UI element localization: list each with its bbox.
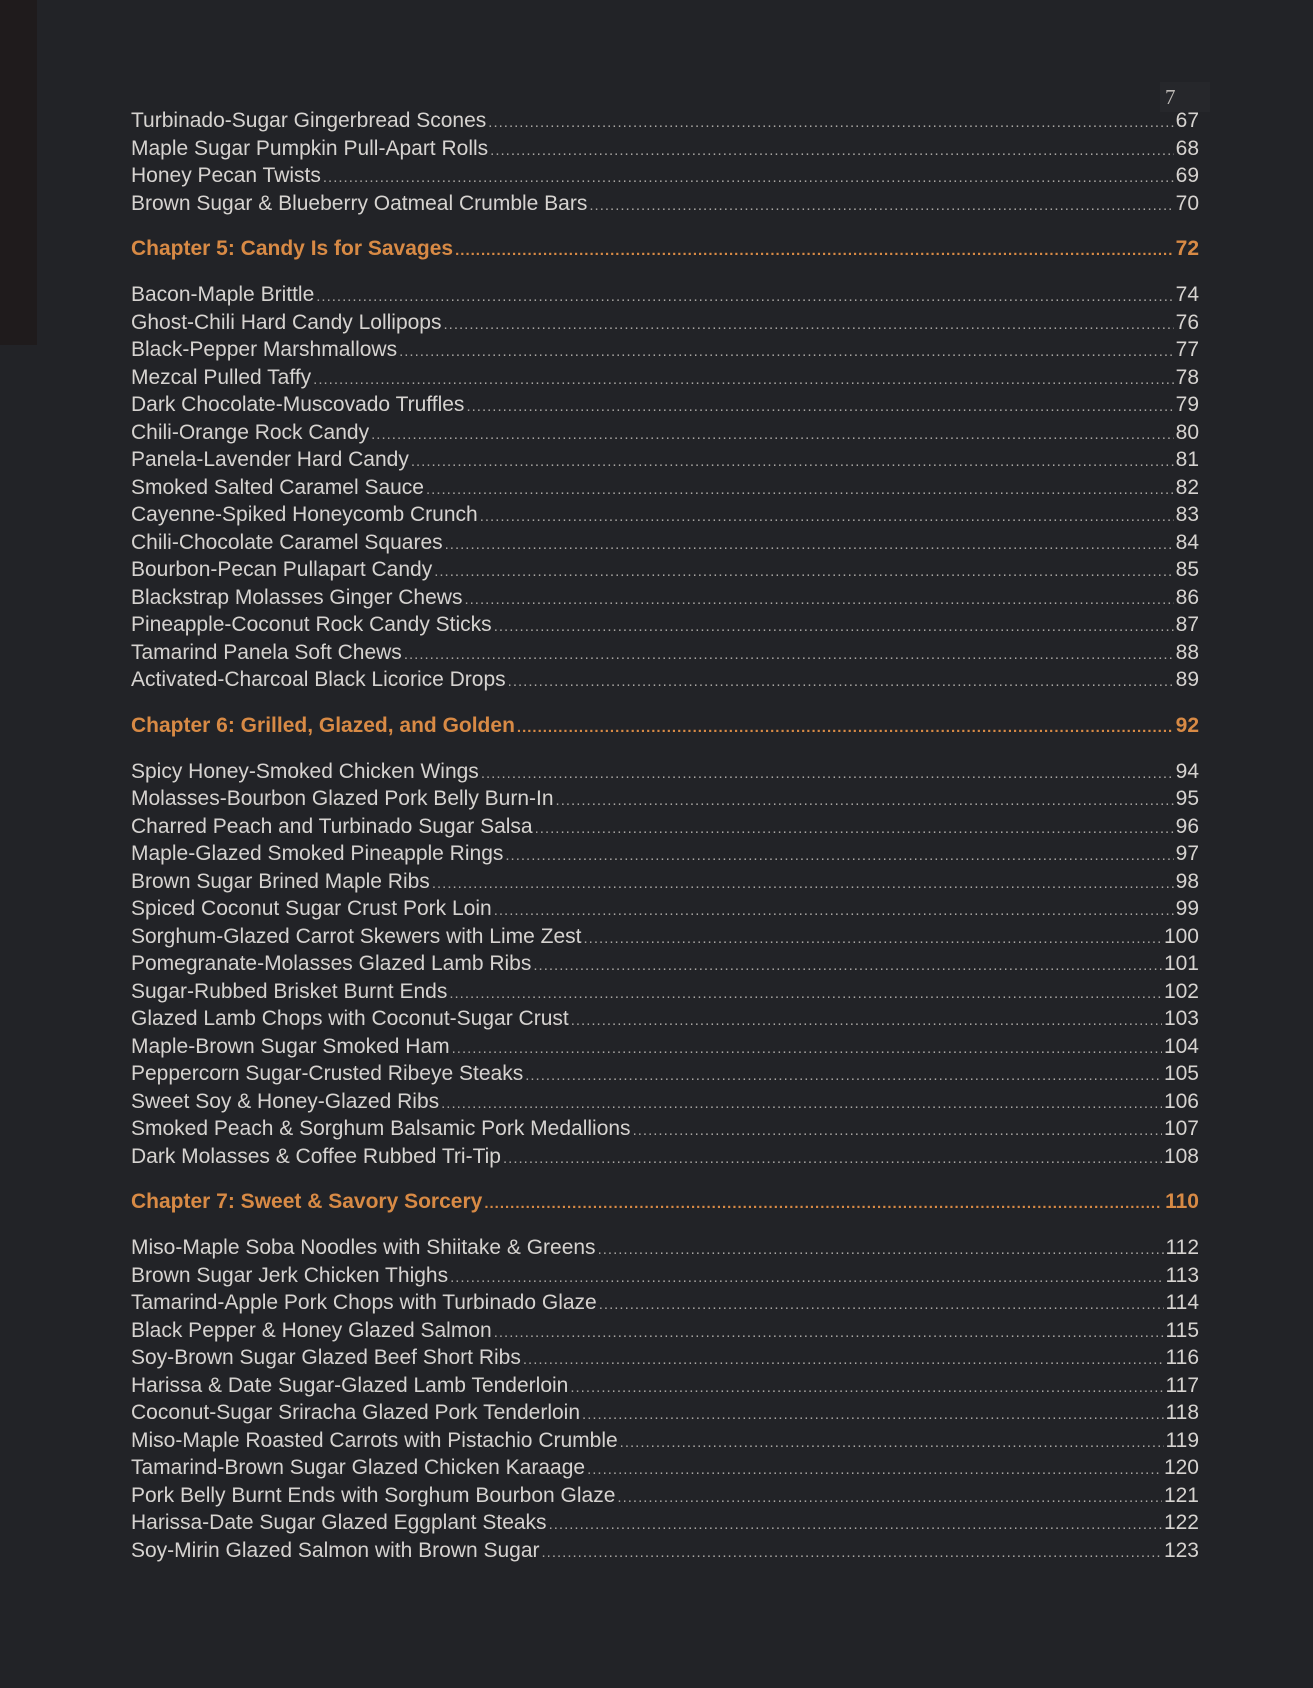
toc-entry-title: Bacon-Maple Brittle [131, 283, 315, 306]
dot-leader [494, 897, 1174, 923]
toc-entry-title: Spiced Coconut Sugar Crust Pork Loin [131, 897, 492, 920]
toc-entry-title: Soy-Mirin Glazed Salmon with Brown Sugar [131, 1538, 540, 1562]
toc-entry [131, 1537, 1199, 1565]
toc-entry-page: 122 [1163, 1511, 1199, 1534]
toc-entry-page: 116 [1165, 1346, 1199, 1369]
dot-leader [426, 476, 1174, 502]
toc-entry-title: Sugar-Rubbed Brisket Burnt Ends [131, 979, 448, 1003]
dot-leader [599, 1291, 1164, 1317]
toc-entry [131, 135, 1199, 163]
chapter-heading [131, 711, 1199, 741]
toc-entry-page: 97 [1175, 842, 1199, 865]
toc-entry-title: Miso-Maple Roasted Carrots with Pistachio Crumble [131, 1428, 618, 1452]
toc-entry-page: 69 [1175, 164, 1199, 187]
chapter-heading-title: Chapter 5: Candy Is for Savages [131, 237, 454, 260]
toc-entry-page: 117 [1165, 1373, 1199, 1397]
toc-entry [131, 1454, 1199, 1482]
dot-leader [508, 668, 1174, 694]
chapter-heading-page: 92 [1175, 713, 1199, 737]
dot-leader [371, 421, 1174, 447]
dot-leader [452, 1035, 1162, 1061]
toc-entry [131, 813, 1199, 841]
toc-entry-title: Smoked Salted Caramel Sauce [131, 475, 424, 499]
dot-leader [488, 109, 1173, 135]
toc-entry-page: 79 [1175, 393, 1199, 416]
chapter-heading-page: 72 [1175, 237, 1199, 260]
dot-leader [313, 366, 1173, 392]
toc-entry-title: Peppercorn Sugar-Crusted Ribeye Steaks [131, 1062, 524, 1085]
toc-entry-page: 107 [1163, 1117, 1199, 1140]
toc-entry [131, 923, 1199, 951]
chapter-section [131, 234, 1199, 694]
dot-leader [441, 1090, 1162, 1116]
dot-leader [570, 1374, 1163, 1400]
dot-leader [494, 613, 1174, 639]
chapter-heading-page: 110 [1165, 1190, 1199, 1213]
toc-entry-title: Brown Sugar & Blueberry Oatmeal Crumble Bars [131, 191, 588, 215]
toc-entry-page: 96 [1175, 814, 1199, 838]
toc-entry [131, 1060, 1199, 1088]
toc-entry-page: 113 [1165, 1263, 1199, 1287]
dot-leader [434, 558, 1173, 584]
dot-leader [399, 338, 1174, 364]
leading-entries [131, 107, 1199, 217]
dot-leader [587, 1456, 1162, 1482]
toc-entry-page: 98 [1175, 869, 1199, 893]
toc-entry-title: Blackstrap Molasses Ginger Chews [131, 585, 463, 609]
dot-leader [533, 952, 1162, 978]
toc-entry-title: Pomegranate-Molasses Glazed Lamb Ribs [131, 952, 532, 975]
toc-entry [131, 529, 1199, 557]
dot-leader [523, 1346, 1164, 1372]
toc-entry-page: 88 [1175, 640, 1199, 664]
left-edge-strip [0, 0, 37, 345]
toc-entry-page: 83 [1175, 503, 1199, 526]
toc-entry-page: 74 [1175, 283, 1199, 306]
toc-entry-title: Dark Chocolate-Muscovado Truffles [131, 393, 465, 416]
toc-entry-title: Harissa-Date Sugar Glazed Eggplant Steaks [131, 1511, 547, 1534]
dot-leader [445, 531, 1174, 557]
toc-entry-page: 78 [1175, 365, 1199, 389]
dot-leader [584, 925, 1162, 951]
toc-entry-page: 108 [1163, 1144, 1199, 1168]
toc-entry [131, 584, 1199, 612]
toc-entry [131, 758, 1199, 786]
toc-entry [131, 978, 1199, 1006]
toc-entry [131, 1372, 1199, 1400]
toc-entry-page: 119 [1165, 1428, 1199, 1452]
toc-entry-page: 87 [1175, 613, 1199, 636]
chapters-list [131, 234, 1199, 1564]
dot-leader [484, 1189, 1161, 1217]
toc-entry-title: Dark Molasses & Coffee Rubbed Tri-Tip [131, 1144, 501, 1168]
chapter-section [131, 1187, 1199, 1564]
chapter-heading [131, 234, 1199, 264]
toc-entry-title: Harissa & Date Sugar-Glazed Lamb Tenderloin [131, 1373, 569, 1397]
dot-leader [582, 1401, 1163, 1427]
toc-entry-page: 102 [1163, 979, 1199, 1003]
toc-entry-title: Maple Sugar Pumpkin Pull-Apart Rolls [131, 136, 489, 160]
dot-leader [449, 980, 1162, 1006]
toc-entry-title: Glazed Lamb Chops with Coconut-Sugar Crust [131, 1007, 569, 1030]
dot-leader [617, 1484, 1162, 1510]
toc-entry-title: Chili-Orange Rock Candy [131, 420, 370, 444]
toc-entry [131, 611, 1199, 639]
toc-entry-page: 99 [1175, 897, 1199, 920]
toc-entry [131, 107, 1199, 135]
dot-leader [323, 164, 1174, 190]
toc-entry [131, 666, 1199, 694]
toc-entry-title: Bourbon-Pecan Pullapart Candy [131, 558, 433, 581]
dot-leader [464, 586, 1173, 612]
toc-entry-title: Brown Sugar Brined Maple Ribs [131, 869, 430, 893]
toc-entry [131, 501, 1199, 529]
toc-entry-page: 67 [1175, 109, 1199, 132]
dot-leader [503, 1145, 1162, 1171]
toc-entry [131, 1289, 1199, 1317]
chapter-heading [131, 1187, 1199, 1217]
toc-entry [131, 309, 1199, 337]
toc-entry-page: 112 [1165, 1236, 1199, 1259]
toc-entry [131, 1482, 1199, 1510]
toc-entry-title: Coconut-Sugar Sriracha Glazed Pork Tenderloin [131, 1401, 581, 1424]
toc-entry-page: 95 [1175, 787, 1199, 810]
dot-leader [450, 1264, 1163, 1290]
dot-leader [481, 760, 1174, 786]
toc-entry-title: Cayenne-Spiked Honeycomb Crunch [131, 503, 478, 526]
toc-entry-title: Maple-Glazed Smoked Pineapple Rings [131, 842, 504, 865]
chapter-section [131, 711, 1199, 1171]
toc-entry-page: 121 [1163, 1483, 1199, 1507]
toc-entry-page: 104 [1163, 1034, 1199, 1058]
toc-entry-title: Tamarind-Apple Pork Chops with Turbinado Glaze [131, 1291, 597, 1314]
toc-entry-title: Smoked Peach & Sorghum Balsamic Pork Medallions [131, 1117, 631, 1140]
toc-entry-title: Ghost-Chili Hard Candy Lollipops [131, 310, 442, 334]
toc-entry-title: Pineapple-Coconut Rock Candy Sticks [131, 613, 492, 636]
toc-entry [131, 336, 1199, 364]
dot-leader [490, 137, 1173, 163]
toc-entry [131, 556, 1199, 584]
toc-entry-page: 68 [1175, 136, 1199, 160]
toc-entry-page: 76 [1175, 310, 1199, 334]
toc-entry-page: 103 [1163, 1007, 1199, 1030]
toc-entry [131, 1317, 1199, 1345]
toc-entry [131, 1427, 1199, 1455]
toc-entry-page: 70 [1175, 191, 1199, 215]
dot-leader [620, 1429, 1164, 1455]
toc-entry-page: 94 [1175, 759, 1199, 783]
toc-entry-page: 82 [1175, 475, 1199, 499]
toc-entry-page: 100 [1163, 924, 1199, 948]
toc-entry-page: 120 [1163, 1456, 1199, 1479]
toc-entry [131, 446, 1199, 474]
toc-entry [131, 1143, 1199, 1171]
chapter-heading-title: Chapter 6: Grilled, Glazed, and Golden [131, 713, 515, 737]
dot-leader [542, 1539, 1162, 1565]
dot-leader [494, 1319, 1164, 1345]
dot-leader [556, 787, 1174, 813]
toc-entry [131, 785, 1199, 813]
toc-entry-title: Pork Belly Burnt Ends with Sorghum Bourbon Glaze [131, 1483, 616, 1507]
toc-entry-page: 105 [1163, 1062, 1199, 1085]
toc-entry [131, 190, 1199, 218]
toc-entry [131, 1262, 1199, 1290]
toc-entry-page: 101 [1163, 952, 1199, 975]
toc-entry-title: Spicy Honey-Smoked Chicken Wings [131, 759, 479, 783]
toc-entry-title: Panela-Lavender Hard Candy [131, 448, 409, 471]
toc-entry [131, 1005, 1199, 1033]
toc-entry [131, 281, 1199, 309]
dot-leader [589, 192, 1173, 218]
toc-entry-title: Turbinado-Sugar Gingerbread Scones [131, 109, 487, 132]
toc-entry-title: Chili-Chocolate Caramel Squares [131, 530, 443, 554]
dot-leader [517, 713, 1172, 741]
dot-leader [633, 1117, 1162, 1143]
toc-entry-title: Activated-Charcoal Black Licorice Drops [131, 668, 506, 691]
toc-entry-page: 106 [1163, 1089, 1199, 1113]
page-number: 7 [1160, 82, 1210, 112]
toc-entry [131, 1088, 1199, 1116]
toc-entry-title: Soy-Brown Sugar Glazed Beef Short Ribs [131, 1346, 521, 1369]
toc-entry [131, 1399, 1199, 1427]
toc-entry [131, 1033, 1199, 1061]
dot-leader [571, 1007, 1162, 1033]
toc-entry [131, 391, 1199, 419]
toc-entry-title: Maple-Brown Sugar Smoked Ham [131, 1034, 450, 1058]
dot-leader [466, 393, 1173, 419]
chapter-heading-title: Chapter 7: Sweet & Savory Sorcery [131, 1190, 483, 1213]
toc-entry-title: Black-Pepper Marshmallows [131, 338, 398, 361]
dot-leader [598, 1236, 1164, 1262]
toc-entry-title: Black Pepper & Honey Glazed Salmon [131, 1318, 492, 1342]
dot-leader [535, 815, 1174, 841]
dot-leader [455, 236, 1172, 264]
toc-entry [131, 1234, 1199, 1262]
toc-entry-page: 85 [1175, 558, 1199, 581]
toc-entry [131, 840, 1199, 868]
toc-entry [131, 419, 1199, 447]
toc-entry-title: Sorghum-Glazed Carrot Skewers with Lime Zest [131, 924, 582, 948]
toc-entry [131, 1344, 1199, 1372]
toc-entry-title: Mezcal Pulled Taffy [131, 365, 312, 389]
toc-entry-page: 81 [1175, 448, 1199, 471]
toc-entry-title: Tamarind Panela Soft Chews [131, 640, 402, 664]
toc-entry-page: 123 [1163, 1538, 1199, 1562]
toc-entry-page: 80 [1175, 420, 1199, 444]
toc-entry-title: Miso-Maple Soba Noodles with Shiitake & Greens [131, 1236, 596, 1259]
toc-entry [131, 1509, 1199, 1537]
toc-entry-page: 89 [1175, 668, 1199, 691]
toc-entry-title: Charred Peach and Turbinado Sugar Salsa [131, 814, 533, 838]
toc-entry [131, 1115, 1199, 1143]
dot-leader [525, 1062, 1162, 1088]
toc-entry-title: Tamarind-Brown Sugar Glazed Chicken Karaage [131, 1456, 586, 1479]
toc-entry-title: Molasses-Bourbon Glazed Pork Belly Burn-In [131, 787, 554, 810]
toc-entry-page: 84 [1175, 530, 1199, 554]
toc-entry [131, 868, 1199, 896]
toc-entry [131, 950, 1199, 978]
toc-entry-page: 118 [1165, 1401, 1199, 1424]
dot-leader [432, 870, 1174, 896]
toc-entry [131, 639, 1199, 667]
dot-leader [443, 311, 1173, 337]
dot-leader [480, 503, 1174, 529]
dot-leader [411, 448, 1174, 474]
toc-entry-page: 77 [1175, 338, 1199, 361]
toc-entry-title: Honey Pecan Twists [131, 164, 321, 187]
toc-entry [131, 474, 1199, 502]
dot-leader [549, 1511, 1162, 1537]
toc-entry-title: Sweet Soy & Honey-Glazed Ribs [131, 1089, 440, 1113]
dot-leader [316, 283, 1173, 309]
dot-leader [505, 842, 1173, 868]
table-of-contents [131, 107, 1199, 1564]
toc-entry-page: 114 [1165, 1291, 1199, 1314]
toc-entry [131, 895, 1199, 923]
toc-entry-page: 86 [1175, 585, 1199, 609]
toc-entry [131, 364, 1199, 392]
dot-leader [404, 641, 1174, 667]
toc-entry [131, 162, 1199, 190]
toc-entry-page: 115 [1165, 1318, 1199, 1342]
toc-entry-title: Brown Sugar Jerk Chicken Thighs [131, 1263, 449, 1287]
